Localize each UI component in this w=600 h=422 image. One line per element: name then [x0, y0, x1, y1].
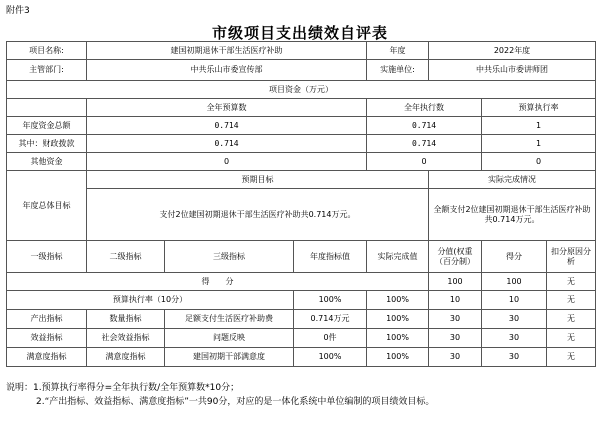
note-line-1: 说明：1.预算执行率得分=全年执行数/全年预算数*10分； — [6, 383, 240, 393]
indicator-deduct: 无 — [547, 348, 596, 367]
indicator-weight: 30 — [429, 329, 482, 348]
actual-completion-header: 实际完成情况 — [429, 171, 596, 189]
indicator-level3: 足额支付生活医疗补助费 — [165, 310, 294, 329]
indicator-level1: 满意度指标 — [7, 348, 87, 367]
actual-completion-text: 全额支付2位建国初期退休干部生活医疗补助共0.714万元。 — [429, 189, 596, 241]
funds-row — [7, 117, 596, 135]
indicator-weight: 30 — [429, 310, 482, 329]
budget-rate-actual: 100% — [367, 291, 429, 310]
funds-row-label: 年度资金总额 — [7, 117, 87, 135]
header-score: 得分 — [482, 241, 547, 273]
budget-rate-deduct: 无 — [547, 291, 596, 310]
annex-label: 附件3 — [6, 6, 30, 16]
budget-rate-weight: 10 — [429, 291, 482, 310]
project-name-value: 建国初期退休干部生活医疗补助 — [87, 42, 367, 60]
funds-col-exec: 全年执行数 — [367, 99, 482, 117]
dept-value: 中共乐山市委宣传部 — [87, 60, 367, 81]
indicator-score: 30 — [482, 329, 547, 348]
header-deduct: 扣分原因分析 — [547, 241, 596, 273]
indicator-target: 100% — [294, 348, 367, 367]
total-deduct: 无 — [547, 273, 596, 291]
funds-row-label: 其他资金 — [7, 153, 87, 171]
funds-row-exec: 0.714 — [367, 117, 482, 135]
header-target: 年度指标值 — [294, 241, 367, 273]
indicator-level3: 问题反映 — [165, 329, 294, 348]
funds-row-exec: 0.714 — [367, 135, 482, 153]
budget-rate-label: 预算执行率（10分） — [7, 291, 294, 310]
indicator-row — [7, 348, 596, 367]
funds-row-rate: 1 — [482, 117, 596, 135]
funds-header-blank — [7, 99, 87, 117]
header-level2: 二级指标 — [87, 241, 165, 273]
total-score: 100 — [482, 273, 547, 291]
indicator-level2: 社会效益指标 — [87, 329, 165, 348]
funds-row-label: 其中：财政拨款 — [7, 135, 87, 153]
indicator-level2: 满意度指标 — [87, 348, 165, 367]
funds-row — [7, 153, 596, 171]
indicator-score: 30 — [482, 348, 547, 367]
funds-row-budget: 0.714 — [87, 135, 367, 153]
funds-row — [7, 135, 596, 153]
budget-rate-score: 10 — [482, 291, 547, 310]
funds-col-budget: 全年预算数 — [87, 99, 367, 117]
indicator-weight: 30 — [429, 348, 482, 367]
funds-row-exec: 0 — [367, 153, 482, 171]
funds-row-rate: 1 — [482, 135, 596, 153]
project-name-label: 项目名称: — [7, 42, 87, 60]
indicator-level1: 效益指标 — [7, 329, 87, 348]
indicator-deduct: 无 — [547, 329, 596, 348]
total-weight: 100 — [429, 273, 482, 291]
header-level3: 三级指标 — [165, 241, 294, 273]
funds-col-rate: 预算执行率 — [482, 99, 596, 117]
indicator-level2: 数量指标 — [87, 310, 165, 329]
budget-rate-target: 100% — [294, 291, 367, 310]
year-value: 2022年度 — [429, 42, 596, 60]
funds-section-header: 项目资金（万元） — [7, 81, 596, 99]
header-level1: 一级指标 — [7, 241, 87, 273]
unit-label: 实施单位: — [367, 60, 429, 81]
annual-goal-label: 年度总体目标 — [7, 171, 87, 241]
indicator-actual: 100% — [367, 310, 429, 329]
page-title: 市级项目支出绩效自评表 — [211, 24, 388, 42]
header-weight: 分值(权重（百分制） — [429, 241, 482, 273]
funds-row-budget: 0 — [87, 153, 367, 171]
indicator-level3: 建国初期干部满意度 — [165, 348, 294, 367]
indicator-target: 0件 — [294, 329, 367, 348]
total-score-label: 得 分 — [7, 273, 429, 291]
funds-row-rate: 0 — [482, 153, 596, 171]
year-label: 年度 — [367, 42, 429, 60]
evaluation-table — [6, 41, 596, 367]
notes-section — [6, 381, 434, 409]
indicator-actual: 100% — [367, 348, 429, 367]
expected-goal-header: 预期目标 — [87, 171, 429, 189]
funds-row-budget: 0.714 — [87, 117, 367, 135]
dept-label: 主管部门: — [7, 60, 87, 81]
indicator-row — [7, 329, 596, 348]
expected-goal-text: 支付2位建国初期退休干部生活医疗补助共0.714万元。 — [87, 189, 429, 241]
indicator-deduct: 无 — [547, 310, 596, 329]
indicator-score: 30 — [482, 310, 547, 329]
unit-value: 中共乐山市委讲师团 — [429, 60, 596, 81]
header-actual: 实际完成值 — [367, 241, 429, 273]
indicator-target: 0.714万元 — [294, 310, 367, 329]
indicator-actual: 100% — [367, 329, 429, 348]
indicator-level1: 产出指标 — [7, 310, 87, 329]
note-line-2: 2.“产出指标、效益指标、满意度指标”一共90分，对应的是一体化系统中单位编制的项目绩效目标。 — [36, 397, 435, 407]
indicator-row — [7, 310, 596, 329]
